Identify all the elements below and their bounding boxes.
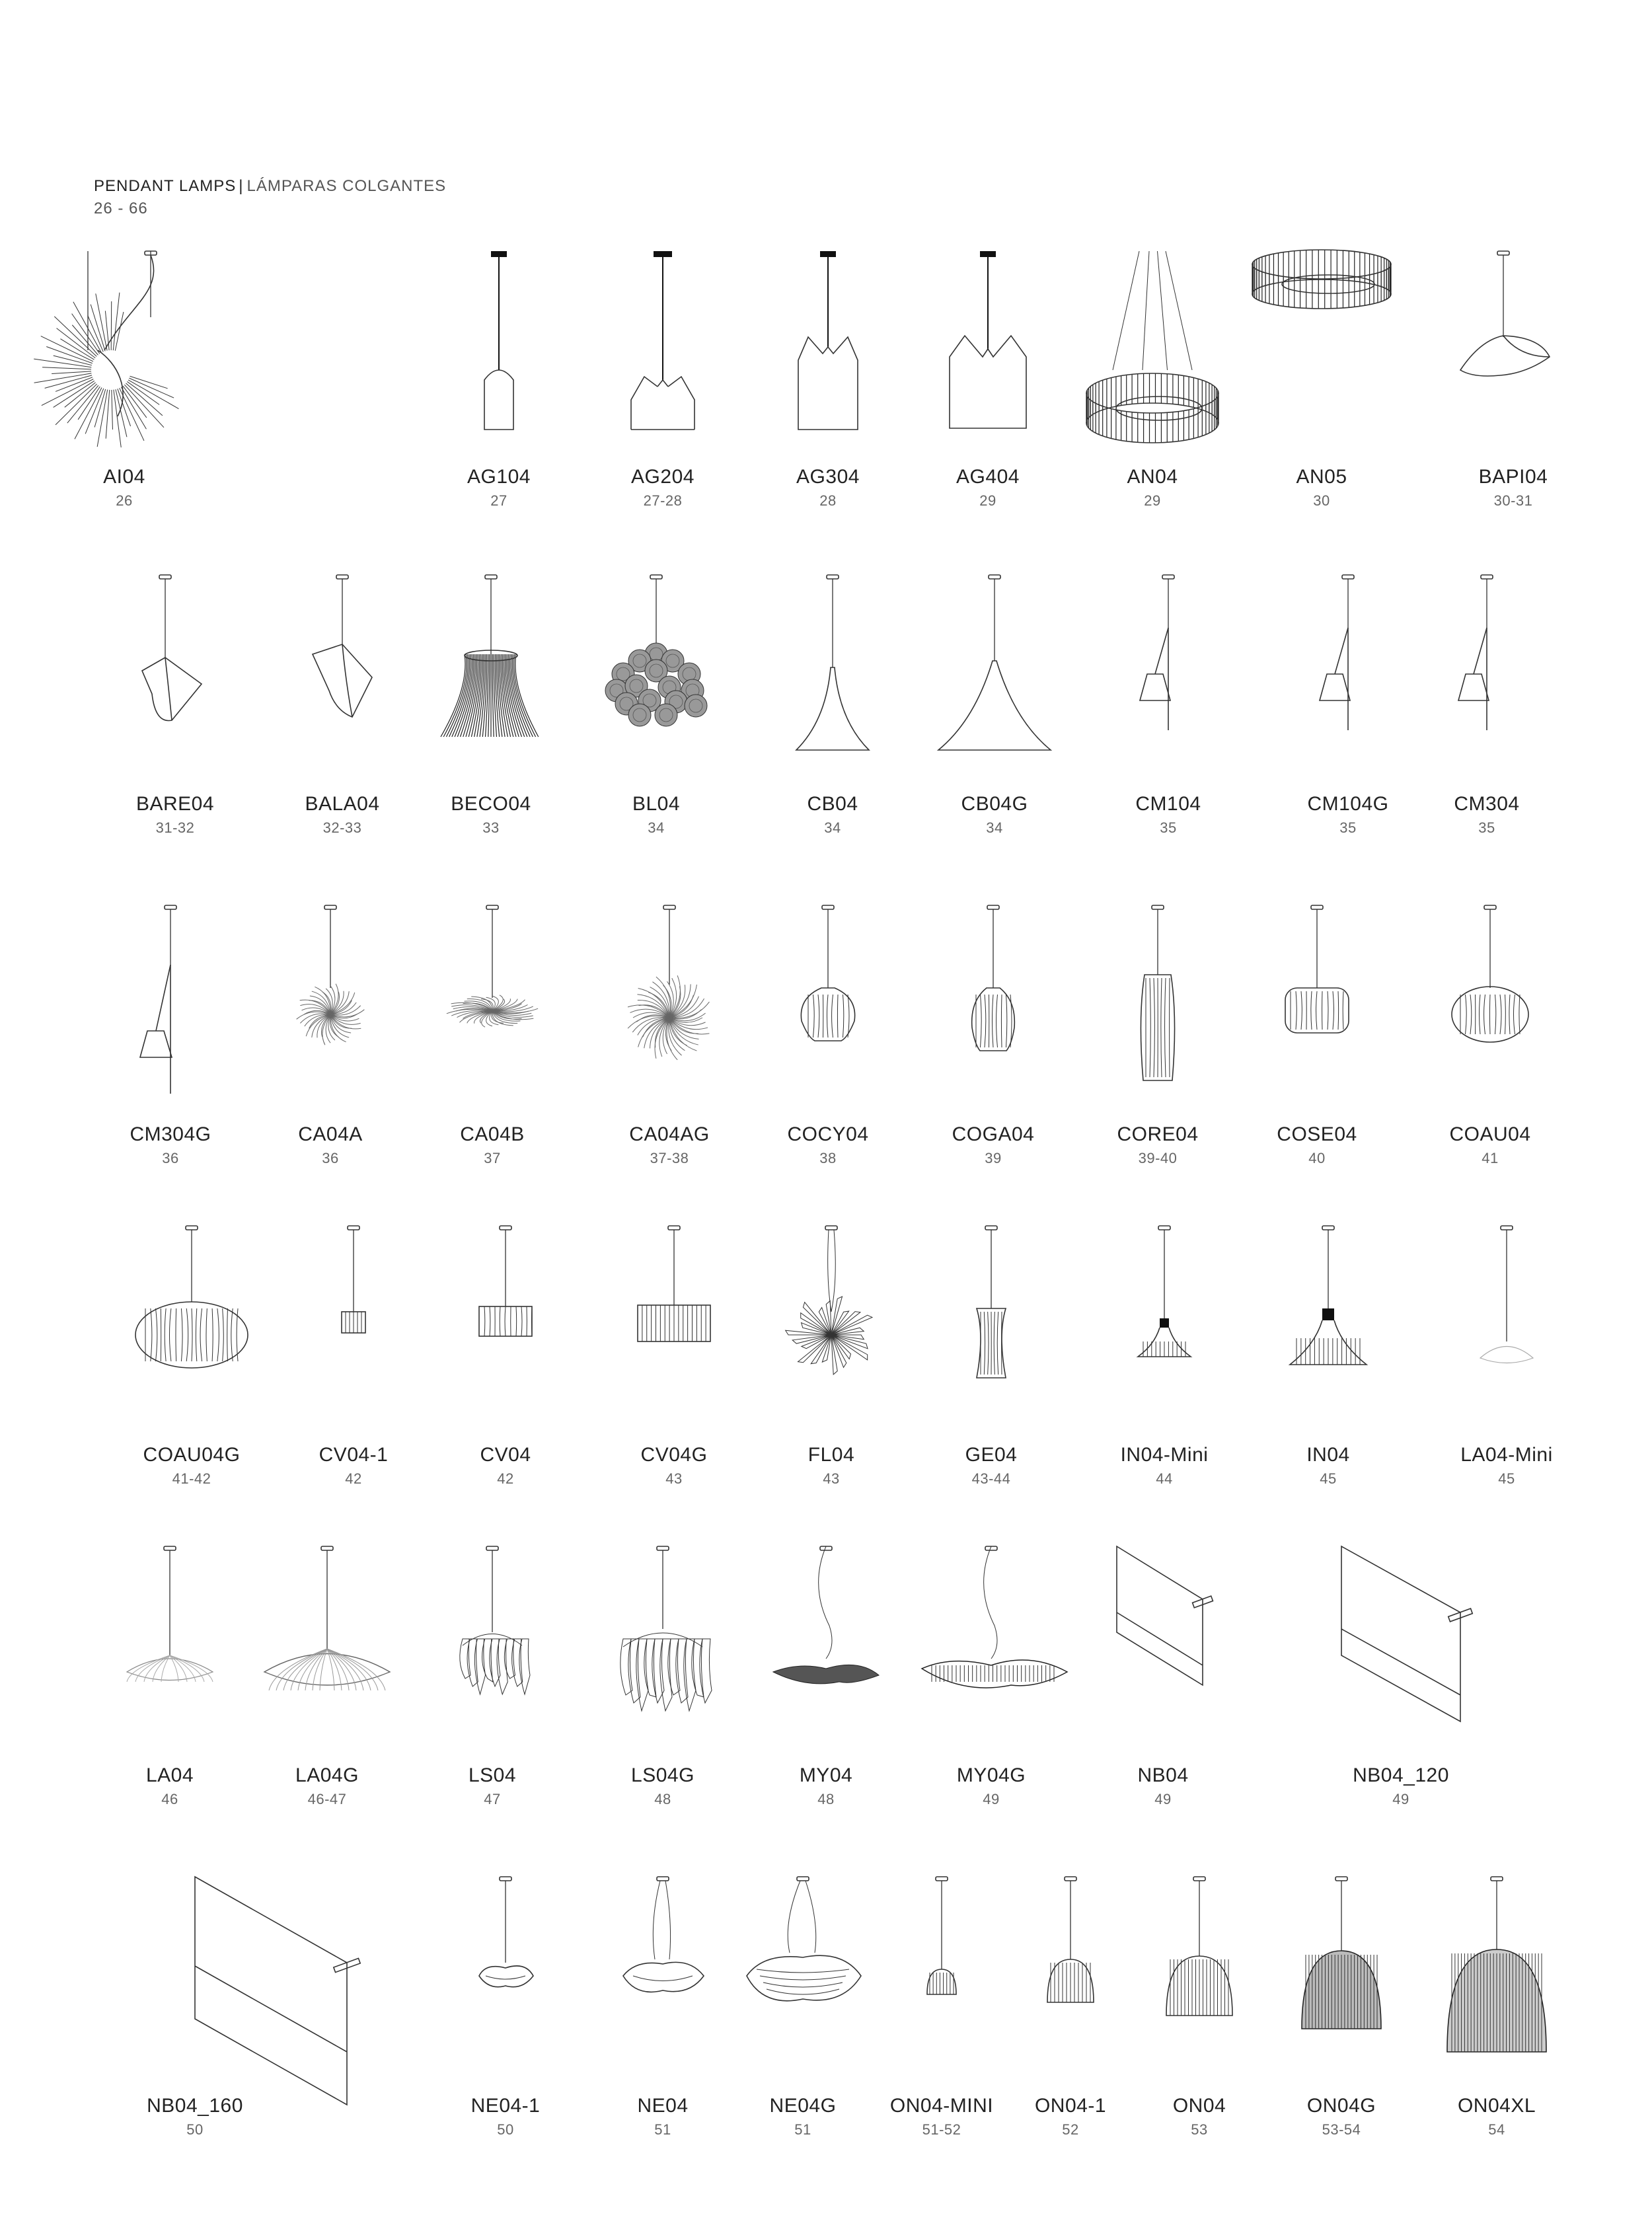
product-page-ref: 33 [482,819,500,836]
product-page-ref: 30-31 [1493,492,1533,509]
product-page-ref: 35 [1339,819,1357,836]
product-code: BARE04 [135,793,215,815]
product-code: NE04 [637,2095,689,2117]
product-page-ref: 34 [824,819,841,836]
product-item-an05[interactable] [1246,251,1398,519]
product-code: CA04A [298,1123,363,1145]
product-page-ref: 50 [497,2121,514,2138]
product-page-ref: 27 [490,492,507,509]
product-page-ref: 52 [1062,2121,1079,2138]
product-page-ref: 27-28 [643,492,683,509]
product-page-ref: 31-32 [155,819,195,836]
product-code: COGA04 [952,1123,1035,1145]
product-code: ON04 [1172,2095,1226,2117]
product-page-ref: 36 [322,1150,339,1166]
product-code: MY04 [799,1764,853,1786]
product-page-ref: 26 [116,492,133,509]
product-code: COAU04G [143,1444,241,1466]
product-code: CM104 [1135,793,1201,815]
product-page-ref: 43 [665,1470,683,1487]
product-code: CV04-1 [319,1444,389,1466]
product-code: COCY04 [787,1123,869,1145]
product-page-ref: 39 [985,1150,1002,1166]
product-code: ON04-MINI [889,2095,994,2117]
product-page-ref: 36 [162,1150,179,1166]
product-page-ref: 40 [1308,1150,1326,1166]
product-item-nb04-120[interactable] [1325,1546,1477,1817]
product-item-la04-mini[interactable] [1431,1226,1583,1497]
product-page-ref: 44 [1156,1470,1173,1487]
page-range: 26 - 66 [94,200,148,217]
product-page-ref: 42 [497,1470,514,1487]
product-page-ref: 34 [648,819,665,836]
product-code: BAPI04 [1478,466,1548,488]
product-page-ref: 48 [654,1791,671,1807]
product-page-ref: 53 [1191,2121,1208,2138]
product-page-ref: 46 [161,1791,178,1807]
product-code: ON04G [1306,2095,1376,2117]
product-item-ai04[interactable] [48,251,200,519]
product-code: LS04G [631,1764,695,1786]
product-code: AN04 [1127,466,1178,488]
product-page-ref: 29 [1144,492,1161,509]
burst-icon [5,251,243,469]
product-code: NB04_160 [147,2095,243,2117]
panel-large-icon [1282,1546,1520,1764]
product-page-ref: 51 [654,2121,671,2138]
product-page-ref: 35 [1478,819,1495,836]
product-page-ref: 43-44 [971,1470,1011,1487]
product-code: CA04AG [629,1123,710,1145]
product-page-ref: 54 [1488,2121,1505,2138]
product-page-ref: 49 [983,1791,1000,1807]
product-code: COSE04 [1277,1123,1357,1145]
product-code: BL04 [632,793,681,815]
product-item-cm104[interactable] [1092,575,1244,846]
product-code: LA04-Mini [1460,1444,1553,1466]
product-page-ref: 47 [484,1791,501,1807]
product-code: MY04G [956,1764,1026,1786]
product-code: FL04 [807,1444,855,1466]
product-page-ref: 39-40 [1138,1150,1178,1166]
product-code: CM304G [130,1123,211,1145]
title-english: PENDANT LAMPS [94,177,237,195]
product-code: AI04 [103,466,145,488]
product-code: LA04 [145,1764,194,1786]
product-code: CM304 [1454,793,1520,815]
product-code: AG404 [956,466,1020,488]
product-page-ref: 37 [484,1150,501,1166]
product-item-in04[interactable] [1252,1226,1404,1497]
product-item-on04xl[interactable] [1421,1877,1573,2148]
product-page-ref: 48 [817,1791,835,1807]
product-code: ON04XL [1457,2095,1536,2117]
product-page-ref: 45 [1498,1470,1515,1487]
product-page-ref: 45 [1320,1470,1337,1487]
product-item-nb04-160[interactable] [119,1877,271,2148]
product-page-ref: 51 [794,2121,811,2138]
product-code: COAU04 [1449,1123,1531,1145]
product-item-nb04[interactable] [1087,1546,1239,1817]
product-code: CA04B [460,1123,525,1145]
product-item-cb04g[interactable] [919,575,1070,846]
product-page-ref: 34 [986,819,1003,836]
product-page-ref: 30 [1313,492,1330,509]
product-page-ref: 35 [1160,819,1177,836]
product-code: NB04 [1137,1764,1189,1786]
product-code: NE04G [769,2095,837,2117]
product-item-cm304[interactable] [1411,575,1563,846]
dome-xl-icon [1378,1877,1616,2095]
product-page-ref: 43 [823,1470,840,1487]
panel-icon [1044,1546,1282,1764]
product-page-ref: 42 [345,1470,362,1487]
product-code: AG204 [631,466,695,488]
product-code: ON04-1 [1034,2095,1107,2117]
product-code: GE04 [965,1444,1018,1466]
product-code: CM104G [1307,793,1389,815]
product-code: LS04 [468,1764,517,1786]
product-code: CB04 [807,793,858,815]
product-code: BALA04 [305,793,380,815]
product-item-bapi04[interactable] [1437,251,1589,519]
product-page-ref: 37-38 [650,1150,689,1166]
product-page-ref: 46-47 [307,1791,347,1807]
product-code: IN04-Mini [1120,1444,1209,1466]
product-item-cose04[interactable] [1241,905,1393,1176]
product-code: IN04 [1306,1444,1350,1466]
product-item-bl04[interactable] [580,575,732,846]
product-page-ref: 29 [979,492,996,509]
product-page-ref: 41-42 [172,1470,211,1487]
product-code: NE04-1 [470,2095,541,2117]
oval-icon [1371,905,1609,1123]
product-page-ref: 41 [1482,1150,1499,1166]
leaf-flat-icon [1394,251,1632,469]
product-page-ref: 38 [819,1150,837,1166]
product-page-ref: 51-52 [922,2121,961,2138]
shell-mini-icon [1388,1226,1626,1444]
product-code: AG304 [796,466,860,488]
title-spanish: LÁMPARAS COLGANTES [246,177,447,195]
product-code: NB04_120 [1353,1764,1449,1786]
product-page-ref: 28 [819,492,837,509]
product-item-ge04[interactable] [915,1226,1067,1497]
product-code: CORE04 [1117,1123,1199,1145]
product-code: CV04 [480,1444,531,1466]
product-page-ref: 32-33 [322,819,362,836]
product-page-ref: 53-54 [1322,2121,1361,2138]
product-code: AG104 [467,466,531,488]
product-code: AN05 [1296,466,1347,488]
product-code: BECO04 [451,793,531,815]
product-page-ref: 49 [1154,1791,1172,1807]
arm-lamp-icon [1368,575,1606,793]
product-item-ca04b[interactable] [416,905,568,1176]
title-separator: | [239,177,243,195]
product-code: LA04G [295,1764,359,1786]
product-item-coau04[interactable] [1414,905,1566,1176]
product-code: CV04G [640,1444,708,1466]
panel-xl-icon [76,1877,314,2095]
product-code: CB04G [961,793,1028,815]
product-page-ref: 50 [186,2121,204,2138]
product-page-ref: 49 [1392,1791,1409,1807]
